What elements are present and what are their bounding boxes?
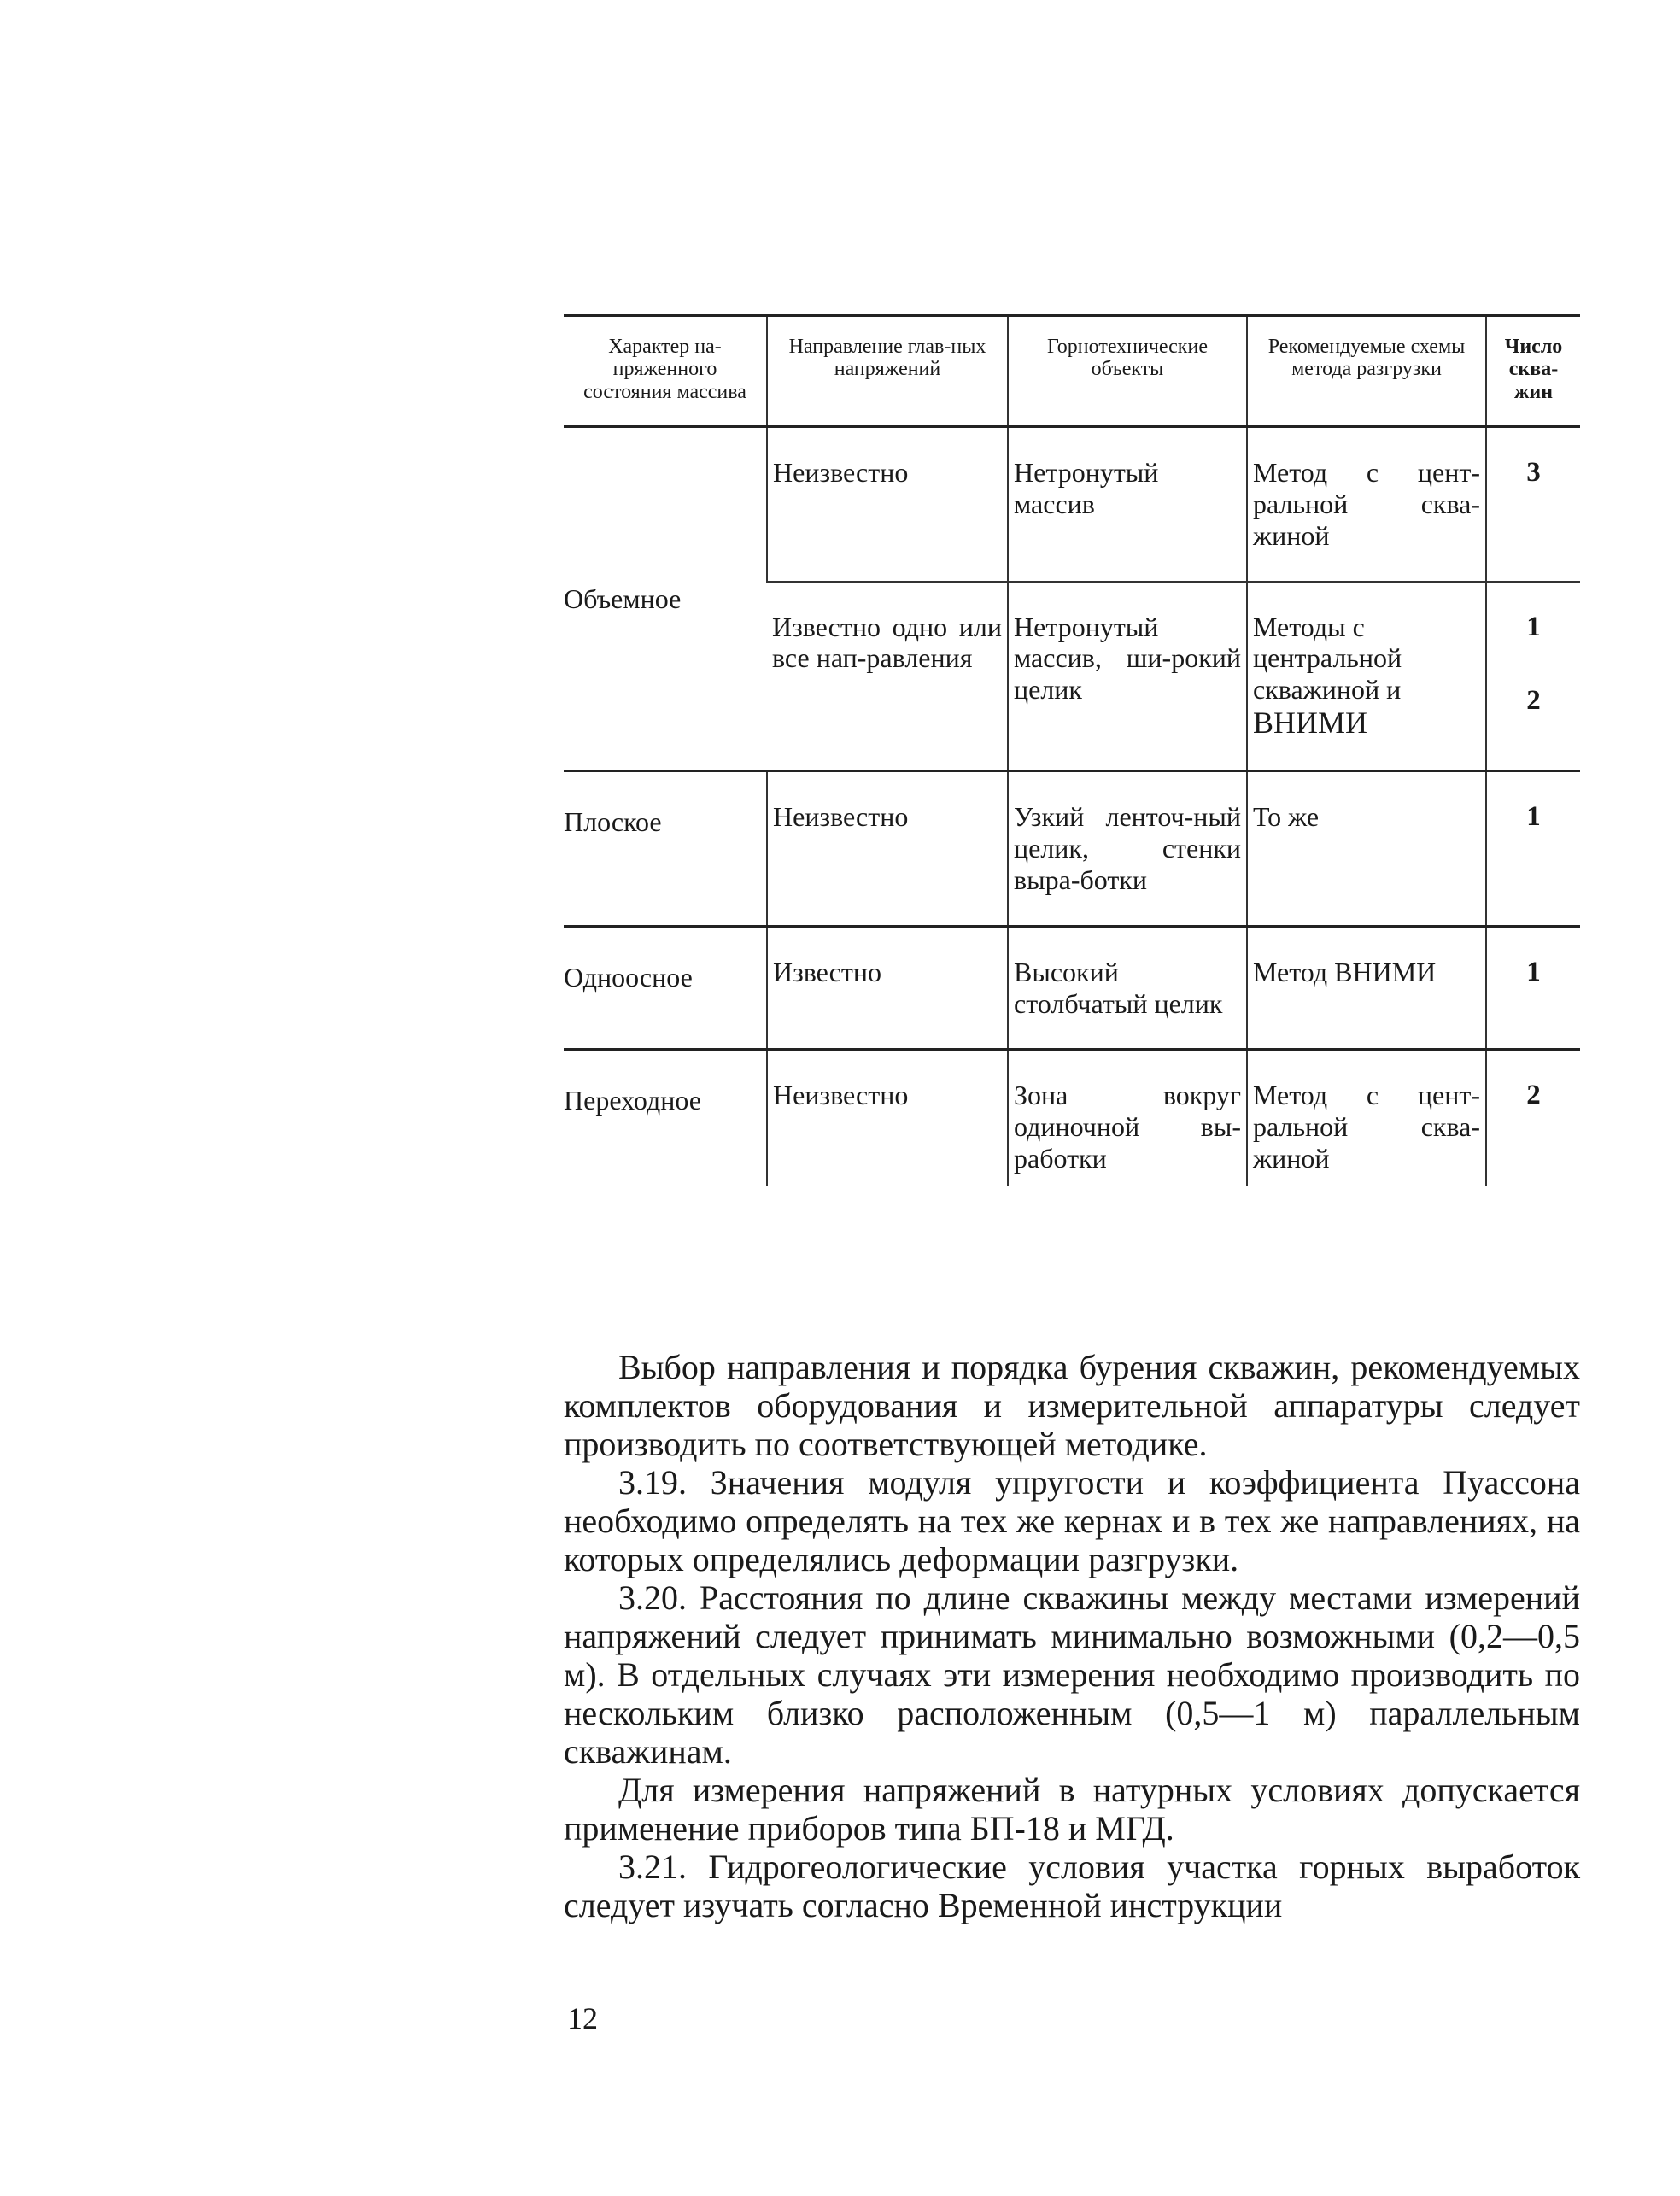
stress-state-table (564, 314, 1580, 1186)
section-number: 3.19. (618, 1463, 687, 1502)
cell-character: Переходное (564, 1050, 767, 1186)
cell-direction: Известно (767, 926, 1008, 1050)
cell-objects: Нетронутый массив (1008, 427, 1247, 582)
header-character: Характер на-пряженного состояния массива (564, 316, 767, 427)
cell-count: 1 (1486, 771, 1580, 926)
header-objects: Горнотехнические объекты (1008, 316, 1247, 427)
cell-direction: Неизвестно (767, 427, 1008, 582)
paragraph-text: Значения модуля упругости и коэффициента Пуассона необходимо определять на тех же кернах и в тех же направлениях, на которых определялись деформации разгрузки. (564, 1463, 1581, 1578)
cell-character: Плоское (564, 771, 767, 926)
table-header-row (564, 316, 1580, 427)
cell-direction: Неизвестно (767, 1050, 1008, 1186)
paragraph (564, 1463, 1580, 1578)
cell-objects: Зона вокруг одиночной вы-работки (1008, 1050, 1247, 1186)
paragraph (564, 1578, 1580, 1771)
paragraph-text: Расстояния по длине скважины между местами измерений напряжений следует принимать минимально возможными (0,2—0,5 м). В отдельных случаях эти измерения необходимо производить по нескольким близко расположенным (0,5—1 м) параллельным скважинам. (564, 1578, 1580, 1771)
cell-direction: Неизвестно (767, 771, 1008, 926)
cell-objects: Нетронутый массив, ши-рокий целик (1008, 582, 1247, 771)
body-text (564, 1348, 1580, 1924)
section-number: 3.20. (618, 1578, 687, 1617)
count-value-b: 2 (1526, 684, 1541, 716)
cell-count (1486, 582, 1580, 771)
cell-method (1247, 582, 1486, 771)
cell-method: То же (1247, 771, 1486, 926)
paragraph: Выбор направления и порядка бурения скважин, рекомендуемых комплектов оборудования и измерительной аппаратуры следует производить по соответствующей методике. (564, 1348, 1580, 1463)
table-row (564, 771, 1580, 926)
table-row (564, 1050, 1580, 1186)
cell-method: Метод с цент-ральной сква-жиной (1247, 1050, 1486, 1186)
cell-method: Метод с цент-ральной сква-жиной (1247, 427, 1486, 582)
cell-character: Объемное (564, 583, 682, 614)
table-container (564, 314, 1580, 1186)
cell-direction: Известно одно или все нап-равления (767, 582, 1008, 771)
page-number: 12 (567, 2001, 598, 2035)
section-number: 3.21. (618, 1848, 687, 1886)
count-value-a: 1 (1526, 611, 1541, 642)
table-row (564, 926, 1580, 1050)
header-method: Рекомендуемые схемы метода разгрузки (1247, 316, 1486, 427)
method-line-1: Методы с центральной скважиной и (1253, 611, 1402, 706)
paragraph-text: Гидрогеологические условия участка горных выработок следует изучать согласно Временной инструкции (564, 1848, 1580, 1924)
cell-objects: Высокий столбчатый целик (1008, 926, 1247, 1050)
cell-count: 3 (1486, 427, 1580, 582)
table-row (564, 427, 1580, 582)
cell-character: Одноосное (564, 926, 767, 1050)
header-count: Число сква-жин (1486, 316, 1580, 427)
cell-count: 1 (1486, 926, 1580, 1050)
cell-method: Метод ВНИМИ (1247, 926, 1486, 1050)
cell-objects: Узкий ленточ-ный целик, стенки выра-ботки (1008, 771, 1247, 926)
method-line-2: ВНИМИ (1253, 705, 1368, 740)
cell-count: 2 (1486, 1050, 1580, 1186)
paragraph: Для измерения напряжений в натурных условиях допускается применение приборов типа БП-18 и МГД. (564, 1771, 1580, 1848)
header-direction: Направление глав-ных напряжений (767, 316, 1008, 427)
paragraph (564, 1848, 1580, 1924)
